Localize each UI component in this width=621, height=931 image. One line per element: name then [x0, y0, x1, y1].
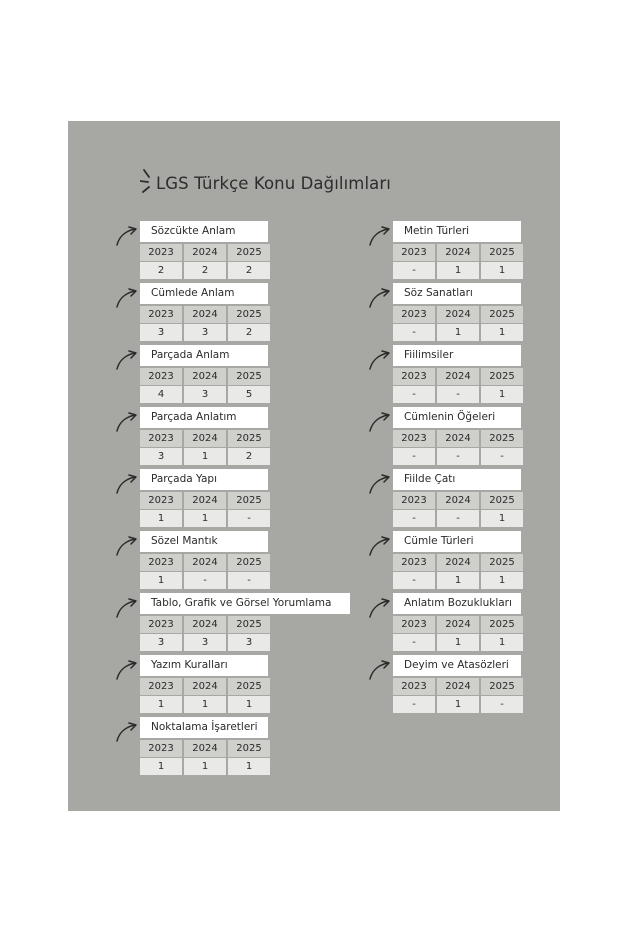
- year-cell: 2025: [228, 616, 270, 633]
- year-row: [140, 678, 270, 695]
- year-cell: 2024: [437, 430, 479, 447]
- curved-arrow-icon: [115, 349, 139, 371]
- question-count-cell: 3: [140, 448, 182, 465]
- question-count-cell: 1: [481, 262, 523, 279]
- year-cell: 2023: [140, 678, 182, 695]
- year-cell: 2023: [140, 740, 182, 757]
- year-cell: 2023: [393, 554, 435, 571]
- value-row: [140, 386, 270, 403]
- year-cell: 2024: [437, 678, 479, 695]
- year-cell: 2023: [393, 430, 435, 447]
- curved-arrow-icon: [115, 287, 139, 309]
- year-cell: 2025: [481, 554, 523, 571]
- year-cell: 2024: [437, 368, 479, 385]
- year-cell: 2025: [228, 492, 270, 509]
- year-row: [140, 616, 270, 633]
- value-row: [140, 572, 270, 589]
- value-row: [393, 510, 523, 527]
- question-count-cell: -: [437, 510, 479, 527]
- question-count-cell: 3: [140, 324, 182, 341]
- year-cell: 2023: [393, 368, 435, 385]
- value-row: [140, 634, 270, 651]
- value-row: [393, 634, 523, 651]
- year-row: [393, 554, 523, 571]
- question-count-cell: 1: [481, 634, 523, 651]
- page-title: LGS Türkçe Konu Dağılımları: [156, 174, 391, 193]
- year-cell: 2024: [437, 306, 479, 323]
- year-cell: 2023: [140, 554, 182, 571]
- question-count-cell: 1: [437, 634, 479, 651]
- value-row: [393, 386, 523, 403]
- year-cell: 2025: [481, 306, 523, 323]
- question-count-cell: -: [481, 448, 523, 465]
- year-cell: 2025: [228, 678, 270, 695]
- topic-name: Sözcükte Anlam: [140, 221, 268, 242]
- topic-name: Cümlenin Öğeleri: [393, 407, 521, 428]
- year-cell: 2024: [184, 430, 226, 447]
- year-cell: 2025: [228, 430, 270, 447]
- year-cell: 2025: [228, 368, 270, 385]
- topic-name: Yazım Kuralları: [140, 655, 268, 676]
- year-cell: 2024: [184, 244, 226, 261]
- value-row: [140, 758, 270, 775]
- year-row: [393, 368, 523, 385]
- year-row: [140, 554, 270, 571]
- question-count-cell: 1: [140, 696, 182, 713]
- year-cell: 2024: [184, 368, 226, 385]
- year-cell: 2025: [481, 430, 523, 447]
- question-count-cell: -: [437, 448, 479, 465]
- year-row: [393, 678, 523, 695]
- question-count-cell: 1: [228, 758, 270, 775]
- question-count-cell: 1: [184, 448, 226, 465]
- curved-arrow-icon: [368, 225, 392, 247]
- question-count-cell: 2: [140, 262, 182, 279]
- question-count-cell: 2: [228, 262, 270, 279]
- year-cell: 2024: [437, 554, 479, 571]
- question-count-cell: 5: [228, 386, 270, 403]
- question-count-cell: -: [393, 262, 435, 279]
- question-count-cell: -: [393, 572, 435, 589]
- question-count-cell: 1: [481, 510, 523, 527]
- topic-name: Cümle Türleri: [393, 531, 521, 552]
- topic-name: Parçada Anlatım: [140, 407, 268, 428]
- question-count-cell: 3: [228, 634, 270, 651]
- curved-arrow-icon: [115, 411, 139, 433]
- question-count-cell: 1: [184, 696, 226, 713]
- curved-arrow-icon: [368, 349, 392, 371]
- year-row: [140, 306, 270, 323]
- curved-arrow-icon: [368, 659, 392, 681]
- curved-arrow-icon: [368, 535, 392, 557]
- question-count-cell: 3: [140, 634, 182, 651]
- year-cell: 2024: [437, 244, 479, 261]
- year-cell: 2025: [481, 678, 523, 695]
- question-count-cell: 4: [140, 386, 182, 403]
- year-cell: 2023: [393, 306, 435, 323]
- question-count-cell: 1: [140, 572, 182, 589]
- year-cell: 2025: [228, 554, 270, 571]
- value-row: [393, 262, 523, 279]
- topic-name: Parçada Yapı: [140, 469, 268, 490]
- topic-name: Noktalama İşaretleri: [140, 717, 268, 738]
- year-row: [393, 616, 523, 633]
- topic-name: Deyim ve Atasözleri: [393, 655, 521, 676]
- topic-name: Cümlede Anlam: [140, 283, 268, 304]
- question-count-cell: 1: [437, 696, 479, 713]
- value-row: [393, 696, 523, 713]
- year-cell: 2023: [140, 616, 182, 633]
- year-cell: 2023: [393, 492, 435, 509]
- question-count-cell: -: [228, 510, 270, 527]
- curved-arrow-icon: [115, 597, 139, 619]
- year-row: [140, 492, 270, 509]
- year-cell: 2023: [140, 244, 182, 261]
- question-count-cell: -: [228, 572, 270, 589]
- year-cell: 2023: [140, 430, 182, 447]
- year-cell: 2025: [228, 740, 270, 757]
- question-count-cell: 1: [481, 324, 523, 341]
- topic-name: Söz Sanatları: [393, 283, 521, 304]
- question-count-cell: 1: [228, 696, 270, 713]
- question-count-cell: -: [393, 324, 435, 341]
- question-count-cell: -: [393, 510, 435, 527]
- year-cell: 2024: [437, 492, 479, 509]
- curved-arrow-icon: [368, 597, 392, 619]
- question-count-cell: -: [393, 448, 435, 465]
- value-row: [140, 696, 270, 713]
- question-count-cell: 1: [437, 572, 479, 589]
- year-cell: 2023: [140, 368, 182, 385]
- year-cell: 2025: [228, 306, 270, 323]
- question-count-cell: 1: [184, 510, 226, 527]
- topic-name: Tablo, Grafik ve Görsel Yorumlama: [140, 593, 350, 614]
- year-cell: 2023: [393, 678, 435, 695]
- question-count-cell: -: [437, 386, 479, 403]
- topic-name: Fiilde Çatı: [393, 469, 521, 490]
- topic-name: Anlatım Bozuklukları: [393, 593, 521, 614]
- year-cell: 2024: [184, 616, 226, 633]
- question-count-cell: 1: [437, 262, 479, 279]
- year-cell: 2024: [184, 740, 226, 757]
- curved-arrow-icon: [115, 721, 139, 743]
- topic-name: Parçada Anlam: [140, 345, 268, 366]
- year-cell: 2025: [481, 244, 523, 261]
- year-cell: 2024: [184, 554, 226, 571]
- curved-arrow-icon: [115, 225, 139, 247]
- topic-name: Fiilimsiler: [393, 345, 521, 366]
- year-cell: 2024: [437, 616, 479, 633]
- question-count-cell: 2: [228, 324, 270, 341]
- question-count-cell: 2: [184, 262, 226, 279]
- year-cell: 2025: [481, 368, 523, 385]
- year-cell: 2024: [184, 678, 226, 695]
- year-row: [140, 740, 270, 757]
- question-count-cell: -: [393, 634, 435, 651]
- year-cell: 2023: [393, 616, 435, 633]
- year-row: [140, 244, 270, 261]
- question-count-cell: -: [393, 696, 435, 713]
- curved-arrow-icon: [368, 411, 392, 433]
- value-row: [393, 448, 523, 465]
- year-cell: 2023: [140, 492, 182, 509]
- year-cell: 2025: [481, 492, 523, 509]
- topic-name: Metin Türleri: [393, 221, 521, 242]
- year-cell: 2024: [184, 492, 226, 509]
- year-cell: 2024: [184, 306, 226, 323]
- question-count-cell: 1: [481, 572, 523, 589]
- question-count-cell: 1: [140, 510, 182, 527]
- value-row: [140, 324, 270, 341]
- curved-arrow-icon: [368, 287, 392, 309]
- topic-name: Sözel Mantık: [140, 531, 268, 552]
- question-count-cell: 1: [481, 386, 523, 403]
- year-row: [140, 368, 270, 385]
- year-row: [393, 244, 523, 261]
- question-count-cell: 3: [184, 634, 226, 651]
- curved-arrow-icon: [115, 659, 139, 681]
- value-row: [393, 572, 523, 589]
- question-count-cell: 1: [437, 324, 479, 341]
- question-count-cell: 1: [140, 758, 182, 775]
- year-row: [140, 430, 270, 447]
- question-count-cell: -: [184, 572, 226, 589]
- year-row: [393, 306, 523, 323]
- question-count-cell: 3: [184, 324, 226, 341]
- year-row: [393, 492, 523, 509]
- year-row: [393, 430, 523, 447]
- question-count-cell: -: [481, 696, 523, 713]
- year-cell: 2023: [393, 244, 435, 261]
- value-row: [393, 324, 523, 341]
- question-count-cell: 3: [184, 386, 226, 403]
- year-cell: 2023: [140, 306, 182, 323]
- value-row: [140, 448, 270, 465]
- value-row: [140, 262, 270, 279]
- curved-arrow-icon: [115, 473, 139, 495]
- value-row: [140, 510, 270, 527]
- question-count-cell: -: [393, 386, 435, 403]
- question-count-cell: 1: [184, 758, 226, 775]
- curved-arrow-icon: [115, 535, 139, 557]
- year-cell: 2025: [481, 616, 523, 633]
- year-cell: 2025: [228, 244, 270, 261]
- question-count-cell: 2: [228, 448, 270, 465]
- curved-arrow-icon: [368, 473, 392, 495]
